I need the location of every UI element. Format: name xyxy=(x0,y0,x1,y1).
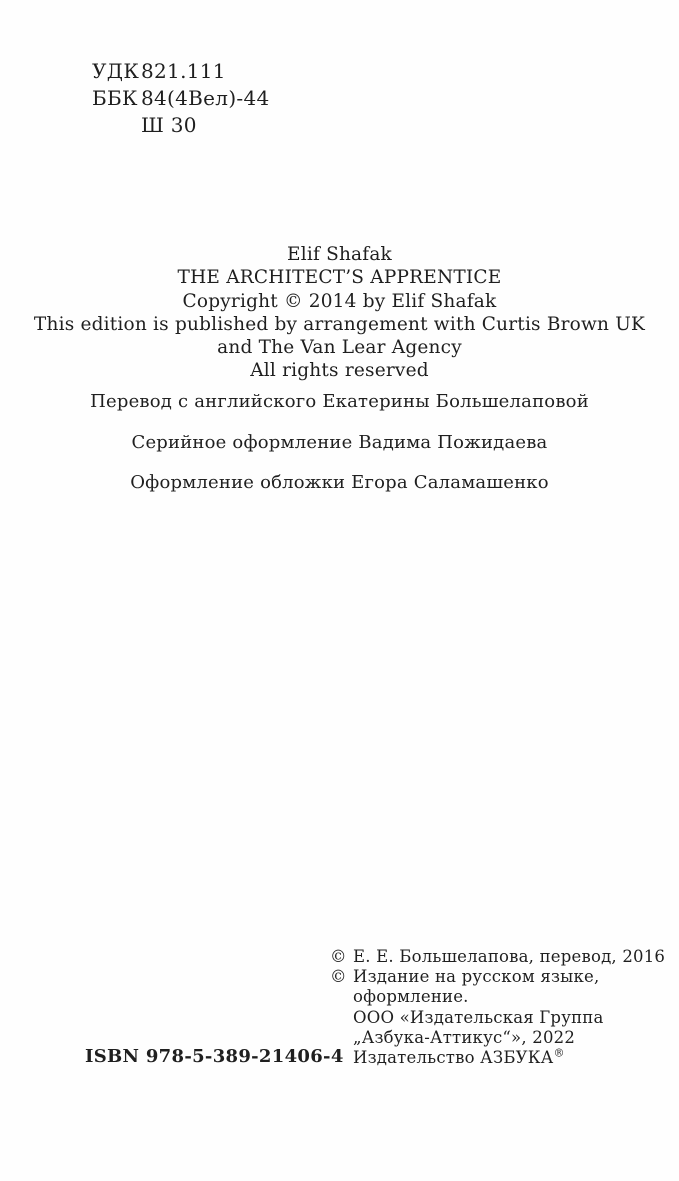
copyright-line: „Азбука-Аттикус“», 2022 xyxy=(353,1027,576,1047)
copyright-line: оформление. xyxy=(353,987,469,1007)
author-sign: Ш 30 xyxy=(141,113,197,137)
publisher-name: Издательство АЗБУКА xyxy=(353,1048,554,1068)
udc-label: УДК xyxy=(92,59,140,83)
series-design-credit: Серийное оформление Вадима Пожидаева xyxy=(131,431,548,453)
original-author: Elif Shafak xyxy=(287,244,392,265)
bbk-label: ББК xyxy=(92,86,138,110)
copyright-symbol: © xyxy=(330,967,347,987)
cover-design-credit: Оформление обложки Егора Саламашенко xyxy=(130,472,549,493)
copyright-entry-publisher xyxy=(330,967,665,1068)
bbk-row xyxy=(92,85,270,112)
original-title: THE ARCHITECT’S APPRENTICE xyxy=(177,267,502,289)
arrangement-line-1: This edition is published by arrangement with Curtis Brown UK xyxy=(33,313,646,335)
copyright-line: Copyright © 2014 by Elif Shafak xyxy=(182,290,497,312)
author-sign-row xyxy=(92,112,270,139)
bbk-value: 84(4Вел)-44 xyxy=(141,86,270,110)
credits-block xyxy=(0,391,679,513)
copyright-line-publisher xyxy=(353,1048,604,1068)
copyright-entry-lines xyxy=(353,947,665,967)
isbn: ISBN 978-5-389-21406-4 xyxy=(85,1046,344,1067)
copyright-line: ООО «Издательская Группа xyxy=(353,1007,604,1027)
arrangement-line-2: and The Van Lear Agency xyxy=(217,337,462,359)
copyright-line: Е. Е. Большелапова, перевод, 2016 xyxy=(353,947,666,966)
copyright-line: Издание на русском языке, xyxy=(353,967,600,987)
registered-trademark-symbol: ® xyxy=(553,1046,565,1060)
udc-value: 821.111 xyxy=(141,59,226,83)
classification-block xyxy=(92,58,270,139)
copyright-symbol: © xyxy=(330,947,347,966)
copyright-entry-lines xyxy=(353,967,604,1068)
russian-copyright-block xyxy=(330,947,665,1068)
translation-credit: Перевод с английского Екатерины Большелаповой xyxy=(90,391,589,412)
rights-reserved-line: All rights reserved xyxy=(250,360,429,382)
copyright-entry-translation xyxy=(330,947,665,967)
udc-row xyxy=(92,58,270,85)
original-rights-block xyxy=(0,243,679,383)
